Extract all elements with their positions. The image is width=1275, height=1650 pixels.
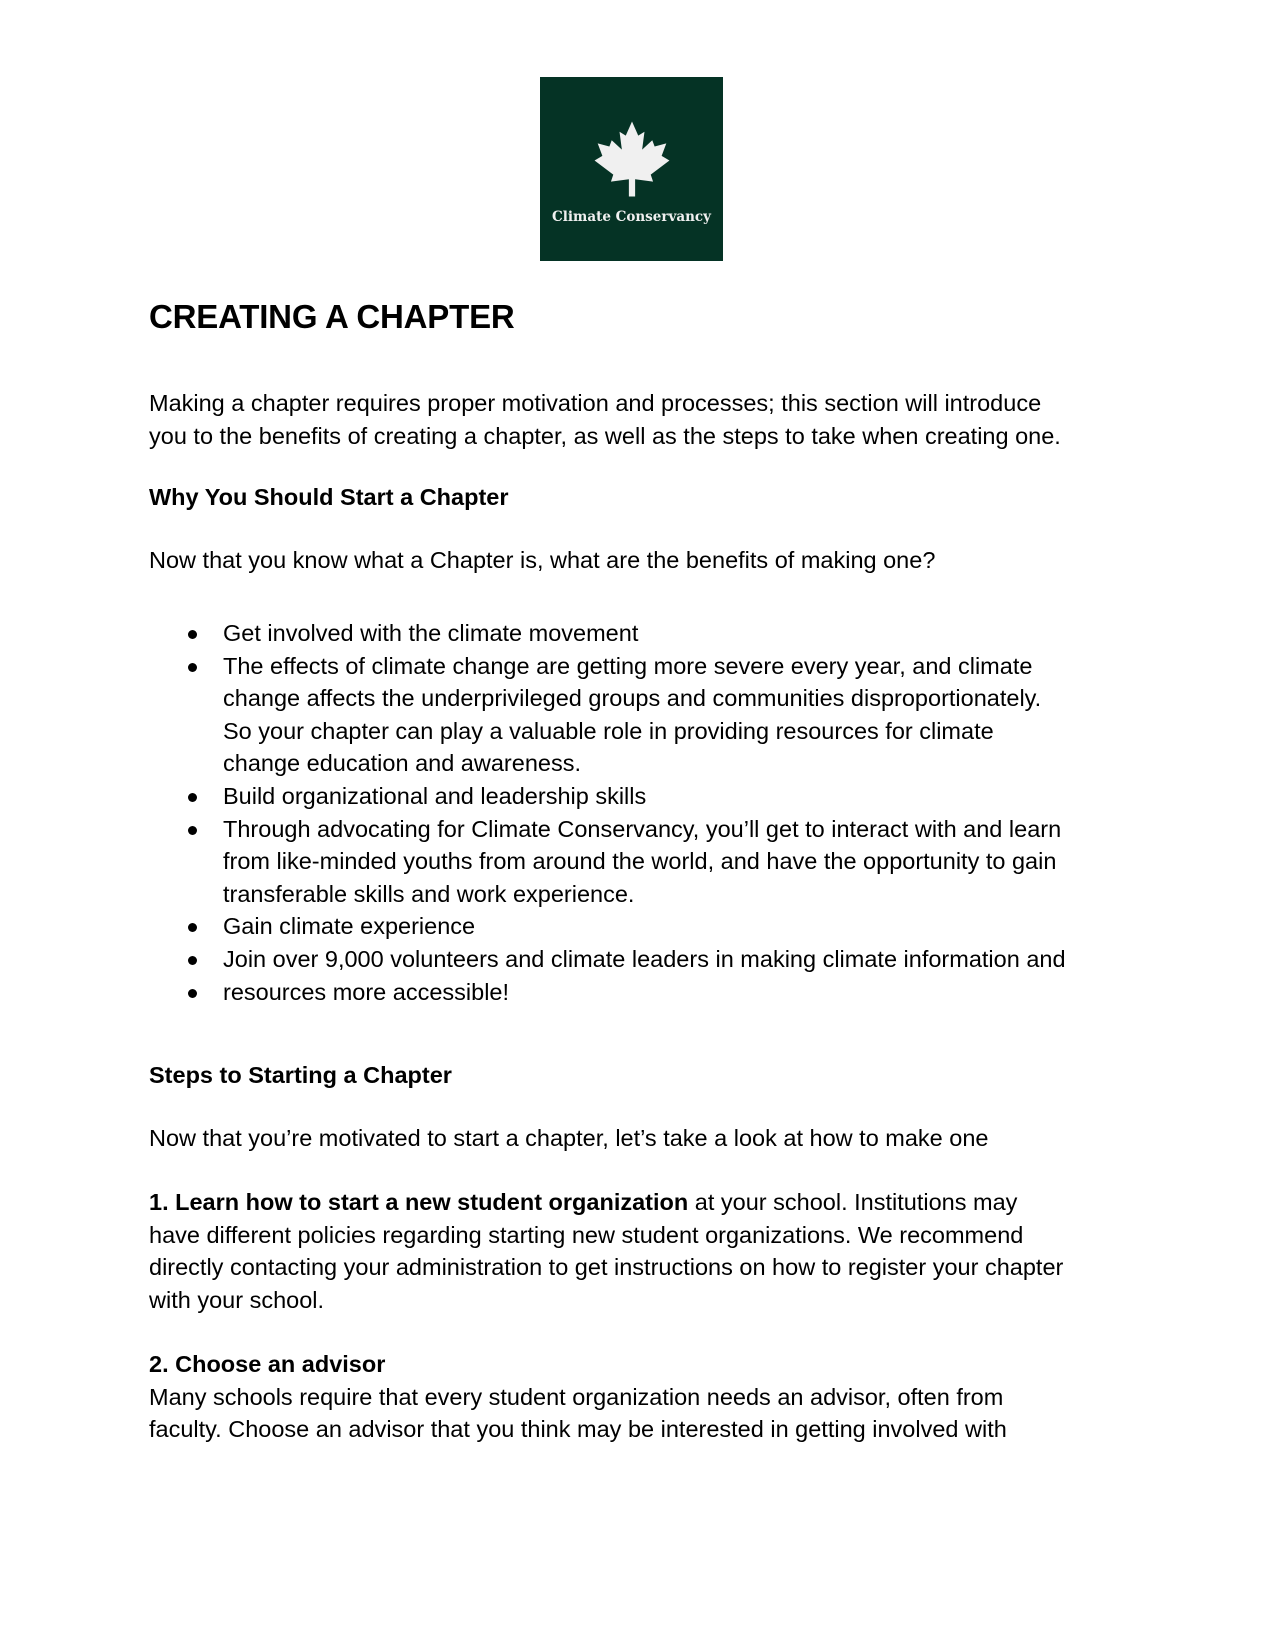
bullet-icon <box>188 989 197 998</box>
maple-leaf-icon <box>593 119 671 199</box>
bullet-icon <box>188 793 197 802</box>
list-item: The effects of climate change are getting more severe every year, and climate change affects the underprivileged groups and communities disproportionately. So your chapter can play a valuable role in providing resources for climate change education and awareness. <box>149 650 1066 780</box>
step-2-title: 2. Choose an advisor <box>149 1351 386 1377</box>
why-lead: Now that you know what a Chapter is, what are the benefits of making one? <box>149 547 936 573</box>
bullet-icon <box>188 956 197 965</box>
bullet-icon <box>188 923 197 932</box>
step-1-line-2: have different policies regarding starting new student organizations. We recommend <box>149 1221 1024 1248</box>
benefits-list <box>149 617 1066 1008</box>
step-2-line-1: Many schools require that every student organization needs an advisor, often from <box>149 1383 1004 1410</box>
list-item: Through advocating for Climate Conservancy, you’ll get to interact with and learn from like-minded youths from around the world, and have the opportunity to gain transferable skills and work experience. <box>149 813 1066 911</box>
intro-line-2: you to the benefits of creating a chapter, as well as the steps to take when creating one. <box>149 422 1061 449</box>
section-heading-why: Why You Should Start a Chapter <box>149 484 509 510</box>
bullet-icon <box>188 630 197 639</box>
list-item: Gain climate experience <box>149 910 1066 943</box>
steps-lead: Now that you’re motivated to start a chapter, let’s take a look at how to make one <box>149 1125 989 1151</box>
step-2-line-2: faculty. Choose an advisor that you think may be interested in getting involved with <box>149 1416 1007 1443</box>
page-title: CREATING A CHAPTER <box>149 298 515 335</box>
step-1-line-3: directly contacting your administration to get instructions on how to register your chapter <box>149 1254 1064 1281</box>
step-1-title: 1. Learn how to start a new student organization <box>149 1189 689 1215</box>
list-item: Join over 9,000 volunteers and climate leaders in making climate information and <box>149 943 1066 976</box>
bullet-icon <box>188 663 197 672</box>
step-1-line-4: with your school. <box>149 1286 325 1313</box>
list-item: Build organizational and leadership skills <box>149 780 1066 813</box>
section-heading-steps: Steps to Starting a Chapter <box>149 1062 452 1088</box>
logo-text: Climate Conservancy <box>552 209 711 225</box>
climate-conservancy-logo <box>540 77 723 261</box>
list-item: resources more accessible! <box>149 976 1066 1009</box>
step-1-line-1: 1. Learn how to start a new student organization at your school. Institutions may <box>149 1189 1018 1215</box>
list-item: Get involved with the climate movement <box>149 617 1066 650</box>
intro-line-1: Making a chapter requires proper motivation and processes; this section will introduce <box>149 390 1042 416</box>
bullet-icon <box>188 826 197 835</box>
